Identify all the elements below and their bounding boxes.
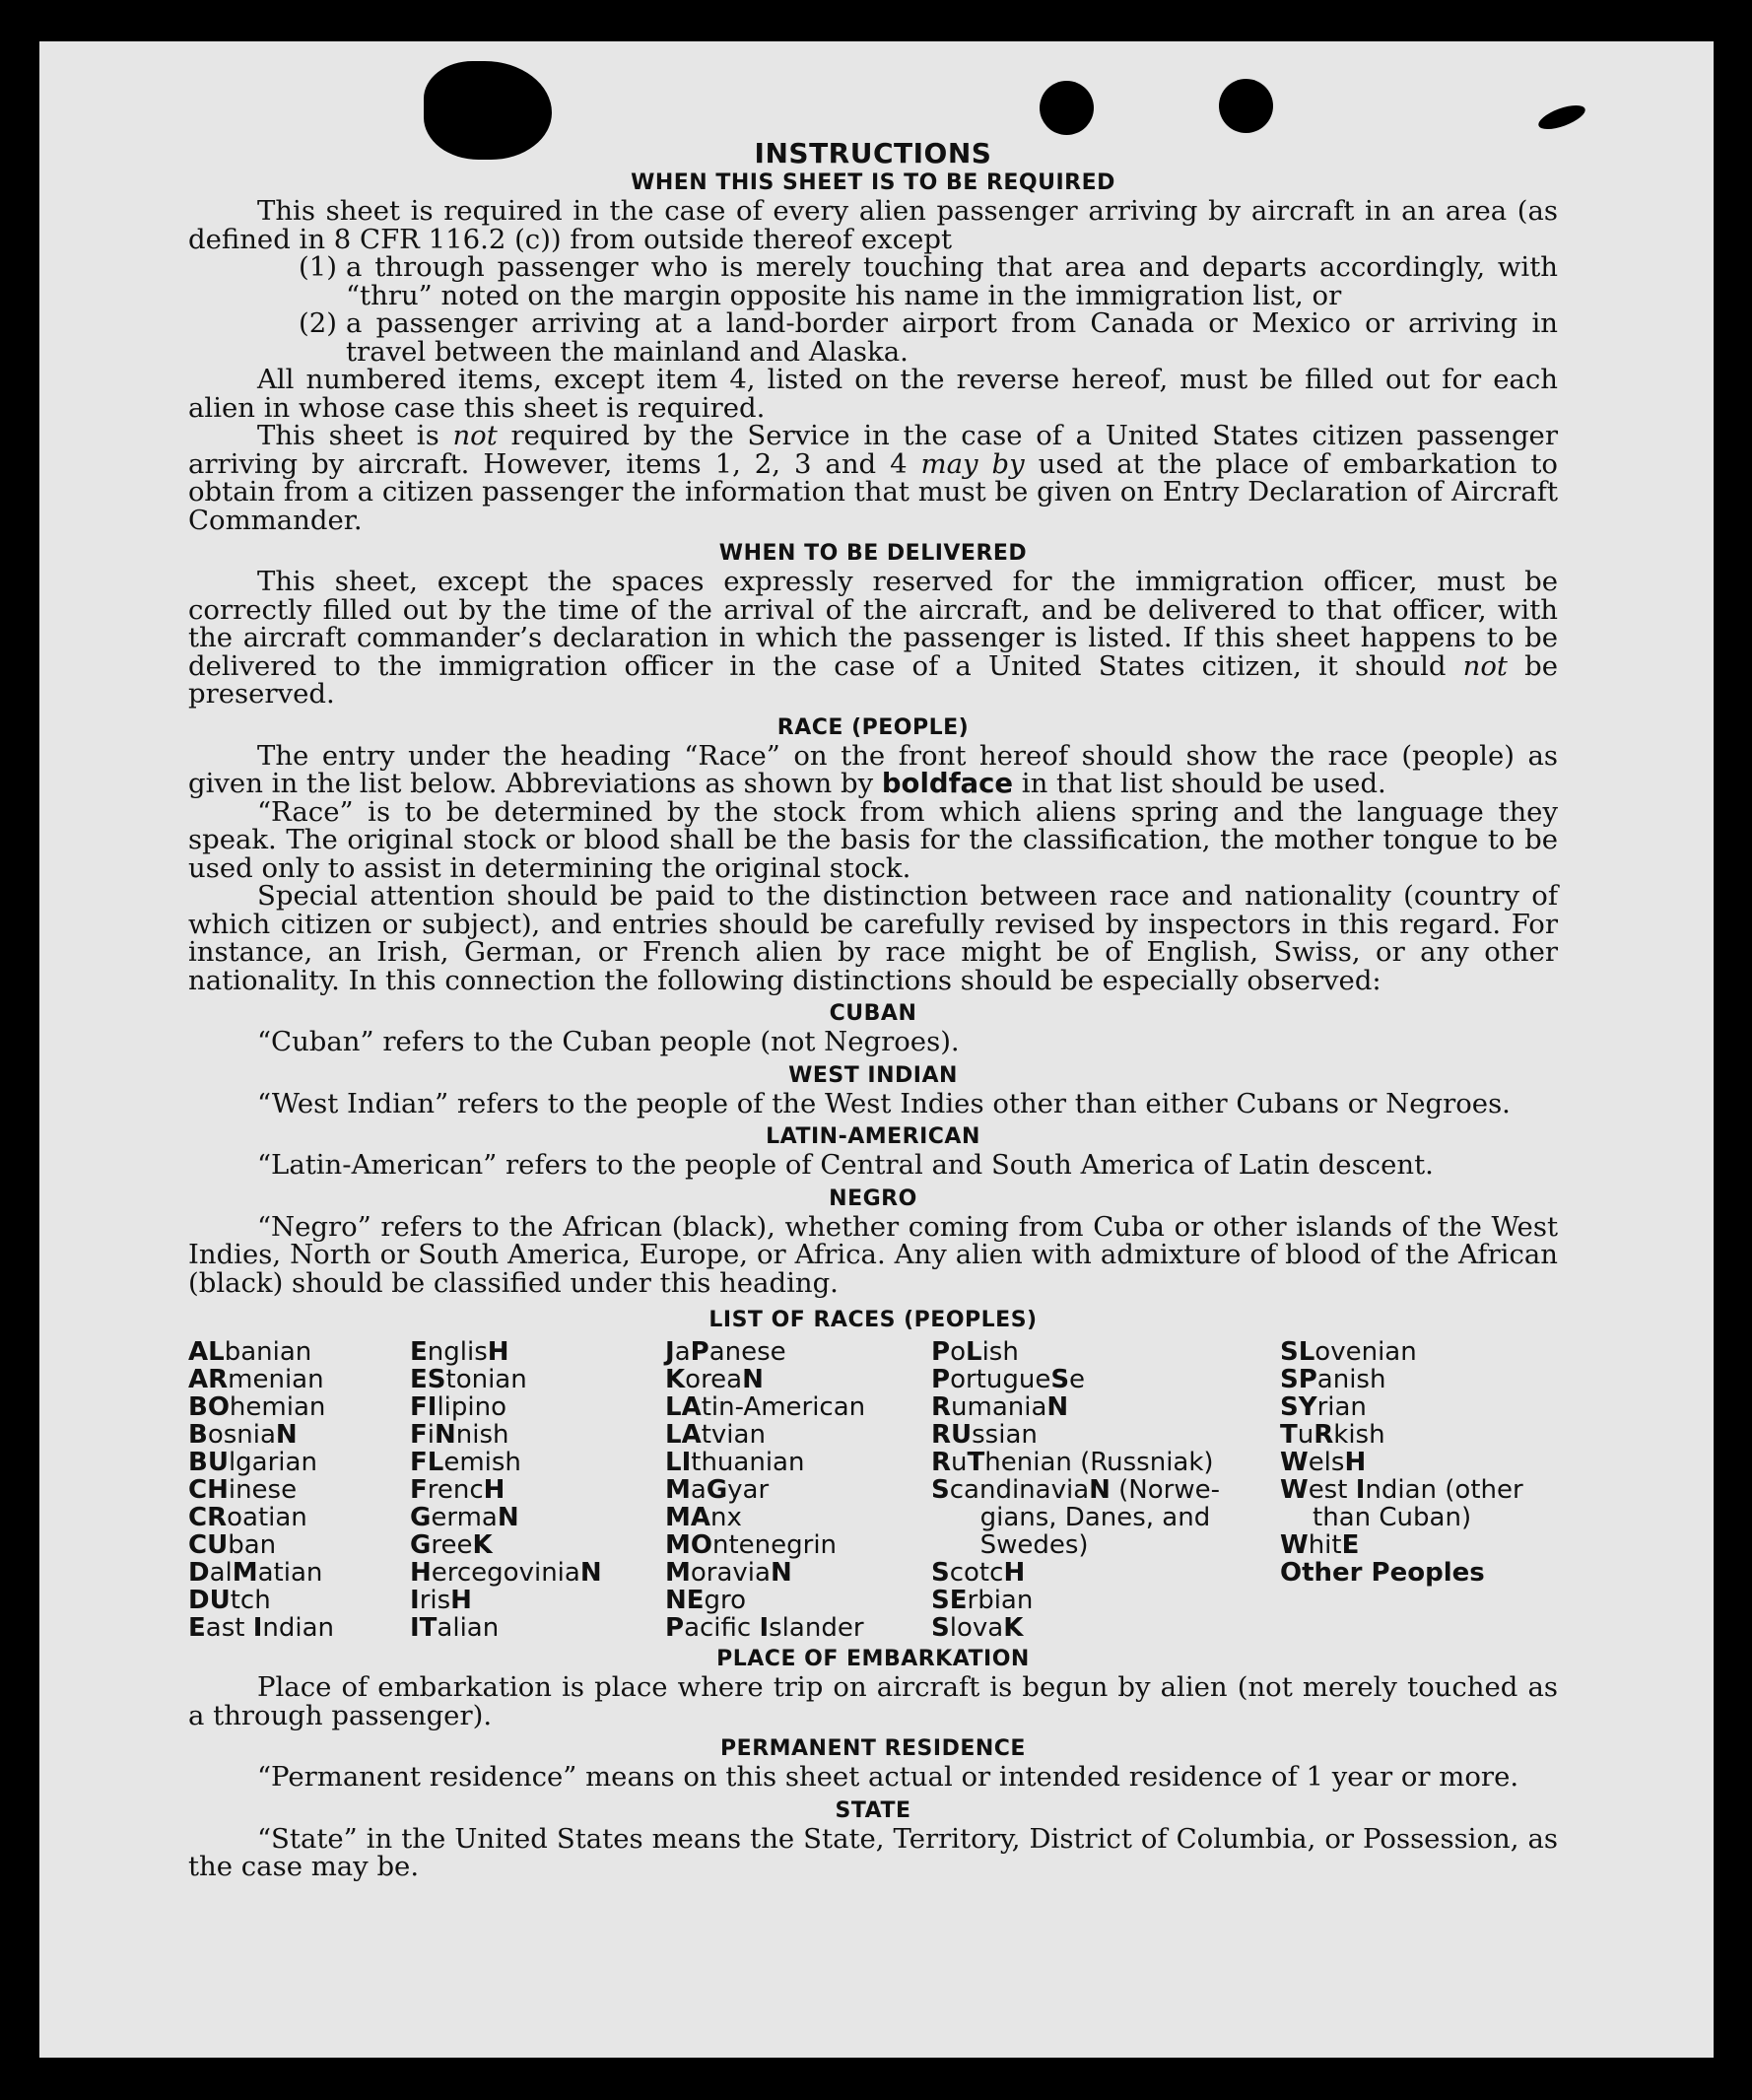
race-name-part: anish — [1316, 1365, 1386, 1394]
race-abbreviation: DU — [188, 1586, 231, 1615]
exception-item — [299, 253, 1558, 309]
race-abbreviation: P — [665, 1613, 685, 1643]
race-abbreviation: N — [770, 1558, 792, 1588]
race-abbreviation: SE — [931, 1586, 968, 1615]
race-name-part: henian (Russniak) — [984, 1448, 1214, 1477]
race-abbreviation: CR — [188, 1503, 228, 1532]
race-name-part: ris — [419, 1586, 451, 1615]
race-name-part: nglis — [427, 1337, 488, 1367]
race-name-part: hit — [1308, 1530, 1342, 1560]
text-run: in that list should be used. — [1021, 768, 1386, 799]
race-abbreviation: AL — [188, 1337, 225, 1367]
race-entry — [665, 1559, 865, 1587]
race-name-part: ndian — [262, 1613, 335, 1643]
race-entry — [665, 1531, 865, 1559]
race-entry — [410, 1421, 602, 1449]
race-abbreviation: N — [275, 1420, 298, 1450]
races-column — [931, 1338, 1237, 1642]
race-abbreviation: K — [1003, 1613, 1024, 1643]
race-abbreviation: I — [1355, 1475, 1366, 1505]
race-name-part: ercegovinia — [431, 1558, 580, 1588]
race-abbreviation: G — [706, 1475, 728, 1505]
race-entry — [931, 1587, 1237, 1614]
race-entry — [931, 1366, 1237, 1393]
race-name-part: rbian — [967, 1586, 1034, 1615]
race-name-part: ntenegrin — [711, 1530, 838, 1560]
heading-latin-american: LATIN-AMERICAN — [766, 1124, 980, 1149]
race-entry — [188, 1504, 334, 1531]
race-abbreviation: LI — [665, 1448, 692, 1477]
race-entry — [1280, 1449, 1558, 1476]
race-name-part: ovenian — [1314, 1337, 1417, 1367]
race-entry — [665, 1449, 865, 1476]
race-name-part: u — [951, 1448, 968, 1477]
race-name-part: cotc — [949, 1558, 1004, 1588]
race-abbreviation: M — [665, 1475, 691, 1505]
race-name-part: menian — [228, 1365, 324, 1394]
race-entry — [410, 1449, 602, 1476]
text-run: used at the place of embarkation to obtain from a citizen passenger the information that must be given on Entry Declaration of Aircraft Commander. — [188, 447, 1558, 536]
race-abbreviation: E — [410, 1337, 428, 1367]
document-page — [39, 41, 1714, 2058]
race-entry — [410, 1531, 602, 1559]
definition-state: “State” in the United States means the State, Territory, District of Columbia, or Possession, as the case may be. — [188, 1822, 1558, 1882]
race-name-part: Swedes) — [931, 1530, 1089, 1560]
race-abbreviation: MO — [665, 1530, 712, 1560]
race-name-part: a — [674, 1337, 691, 1367]
paragraph-numbered-items: All numbered items, except item 4, listed on the reverse hereof, must be filled out for each alien in whose case this sheet is required. — [188, 364, 1558, 424]
race-name-part: rian — [1316, 1392, 1367, 1422]
race-abbreviation: RU — [931, 1420, 973, 1450]
race-abbreviation: S — [1050, 1365, 1070, 1394]
race-name-part: ssian — [972, 1420, 1038, 1450]
race-entry — [931, 1476, 1237, 1504]
race-entry — [665, 1504, 865, 1531]
heading-cuban: CUBAN — [829, 1001, 917, 1026]
race-abbreviation: I — [252, 1613, 263, 1643]
race-name-part: candinavia — [949, 1475, 1090, 1505]
heading-list-of-races: LIST OF RACES (PEOPLES) — [708, 1308, 1038, 1332]
race-abbreviation: J — [665, 1337, 675, 1367]
race-entry — [1280, 1421, 1558, 1449]
race-abbreviation: S — [931, 1613, 950, 1643]
race-name-part: al — [209, 1558, 233, 1588]
text-run: The entry under the heading “Race” on the front hereof should show the race (people) as given in the list below. Abbreviations as shown by — [188, 739, 1558, 799]
heading-place-of-embarkation: PLACE OF EMBARKATION — [716, 1647, 1030, 1671]
race-name-part: u — [1297, 1420, 1314, 1450]
definition-place-of-embarkation: Place of embarkation is place where trip on aircraft is begun by alien (not merely touched as a through passenger). — [188, 1671, 1558, 1731]
races-column — [410, 1338, 602, 1642]
race-entry — [410, 1366, 602, 1393]
text-run: be preserved. — [188, 649, 1559, 710]
race-name-part: yar — [727, 1475, 770, 1505]
race-abbreviation: G — [410, 1503, 432, 1532]
race-abbreviation: H — [1003, 1558, 1026, 1588]
race-abbreviation: D — [188, 1558, 210, 1588]
italic-word: may by — [920, 447, 1025, 480]
race-name-part: tch — [230, 1586, 271, 1615]
race-abbreviation: W — [1280, 1530, 1309, 1560]
race-name-part: i — [427, 1420, 435, 1450]
race-abbreviation: S — [931, 1475, 950, 1505]
race-name-part: inese — [228, 1475, 298, 1505]
race-entry — [1280, 1393, 1558, 1421]
race-name-part: renc — [427, 1475, 484, 1505]
race-entry — [188, 1393, 334, 1421]
race-name-part: ish — [981, 1337, 1019, 1367]
race-entry — [188, 1587, 334, 1614]
race-name-part: tonian — [445, 1365, 527, 1394]
race-name-part: lova — [949, 1613, 1004, 1643]
race-name-part: osnia — [207, 1420, 276, 1450]
race-name-part: ortugue — [950, 1365, 1051, 1394]
race-abbreviation: FI — [410, 1392, 438, 1422]
definition-west-indian: “West Indian” refers to the people of the West Indies other than either Cubans or Negroes. — [257, 1087, 1511, 1119]
race-abbreviation: SL — [1280, 1337, 1315, 1367]
definition-negro: “Negro” refers to the African (black), whether coming from Cuba or other islands of the West Indies, North or South America, Europe, or Africa. Any alien with admixture of blood of the African (black) should be classified under this heading. — [188, 1210, 1558, 1299]
race-name-part: (Norwe- — [1110, 1475, 1220, 1505]
race-entry — [665, 1338, 865, 1366]
race-name-part: gro — [704, 1586, 747, 1615]
race-name-part: o — [950, 1337, 966, 1367]
race-entry — [1280, 1531, 1558, 1559]
race-abbreviation: AR — [188, 1365, 229, 1394]
race-abbreviation: K — [665, 1365, 686, 1394]
race-abbreviation: B — [188, 1420, 208, 1450]
page-title: INSTRUCTIONS — [754, 137, 992, 169]
definition-permanent-residence: “Permanent residence” means on this sheet actual or intended residence of 1 year or more. — [257, 1761, 1519, 1793]
race-abbreviation: H — [410, 1558, 432, 1588]
race-abbreviation: H — [487, 1337, 509, 1367]
race-entry — [931, 1338, 1237, 1366]
text-run: This sheet is — [257, 420, 439, 451]
text-run: required by the Service in the case of a United States citizen passenger arriving by aircraft. However, items 1, 2, 3 and 4 — [188, 420, 1558, 480]
race-entry — [188, 1421, 334, 1449]
paragraph-race-entry — [188, 739, 1558, 799]
race-entry — [410, 1614, 602, 1642]
punch-hole — [1040, 81, 1094, 135]
item-number: (2) — [299, 307, 337, 339]
race-name-part: banian — [224, 1337, 312, 1367]
race-abbreviation: L — [965, 1337, 982, 1367]
race-abbreviation: LA — [665, 1420, 702, 1450]
race-abbreviation: N — [435, 1420, 456, 1450]
race-abbreviation: T — [1280, 1420, 1298, 1450]
item-number: (1) — [299, 251, 337, 283]
definition-latin-american: “Latin-American” refers to the people of Central and South America of Latin descent. — [257, 1149, 1434, 1181]
race-abbreviation: I — [410, 1586, 420, 1615]
race-entry — [188, 1531, 334, 1559]
race-abbreviation: G — [410, 1530, 432, 1560]
race-name-part: atian — [257, 1558, 323, 1588]
race-abbreviation: SY — [1280, 1392, 1317, 1422]
race-name-part: gians, Danes, and — [931, 1503, 1211, 1532]
race-abbreviation: H — [1344, 1448, 1367, 1477]
race-entry — [188, 1614, 334, 1642]
race-name-part: oravia — [690, 1558, 771, 1588]
race-abbreviation: W — [1280, 1475, 1309, 1505]
bold-word: boldface — [881, 768, 1014, 799]
race-entry — [410, 1338, 602, 1366]
race-abbreviation: ES — [410, 1365, 446, 1394]
race-name-part: thuanian — [691, 1448, 805, 1477]
race-abbreviation: N — [497, 1503, 519, 1532]
race-abbreviation: BU — [188, 1448, 229, 1477]
race-name-part: slander — [769, 1613, 864, 1643]
race-name-part: ndian (other — [1365, 1475, 1523, 1505]
race-abbreviation: CU — [188, 1530, 229, 1560]
race-abbreviation: N — [742, 1365, 764, 1394]
race-entry — [931, 1531, 1237, 1559]
paragraph-delivered — [188, 568, 1558, 709]
race-abbreviation: T — [967, 1448, 985, 1477]
races-list — [188, 1337, 1558, 1643]
exceptions-list — [299, 253, 1558, 366]
ink-smudge — [1535, 101, 1587, 134]
race-entry — [665, 1587, 865, 1614]
race-entry — [188, 1449, 334, 1476]
italic-word: not — [452, 420, 498, 451]
instructions-content — [188, 138, 1558, 1881]
text-run: This sheet, except the spaces expressly reserved for the immigration officer, must be correctly filled out by the time of the arrival of the aircraft, and be delivered to that officer, with the aircraft commander’s declaration in which the passenger is listed. If this sheet happens to be delivered to the immigration officer in the case of a United States citizen, it should — [188, 566, 1558, 682]
race-abbreviation: W — [1280, 1448, 1309, 1477]
race-entry — [665, 1614, 865, 1642]
heading-negro: NEGRO — [829, 1185, 917, 1211]
race-entry — [1280, 1504, 1558, 1531]
race-entry — [188, 1366, 334, 1393]
heading-when-required: WHEN THIS SHEET IS TO BE REQUIRED — [631, 170, 1115, 195]
races-column — [665, 1338, 865, 1642]
heading-west-indian: WEST INDIAN — [788, 1062, 958, 1088]
race-abbreviation: H — [450, 1586, 472, 1615]
paragraph-race-determination: “Race” is to be determined by the stock from which aliens spring and the language they speak. The original stock or blood shall be the basis for the classification, the mother tongue to be used only to assist in determining the original stock. — [188, 795, 1558, 884]
race-name-part: hemian — [229, 1392, 326, 1422]
race-abbreviation: F — [410, 1420, 428, 1450]
race-abbreviation: BO — [188, 1392, 230, 1422]
race-entry — [665, 1393, 865, 1421]
race-abbreviation: IT — [410, 1613, 438, 1643]
race-name-part: alian — [437, 1613, 500, 1643]
race-entry — [410, 1393, 602, 1421]
races-column — [1280, 1338, 1558, 1587]
race-entry — [188, 1338, 334, 1366]
race-abbreviation: NE — [665, 1586, 705, 1615]
race-abbreviation: F — [410, 1475, 428, 1505]
race-name-part: erma — [431, 1503, 498, 1532]
race-abbreviation: M — [665, 1558, 691, 1588]
race-entry — [931, 1559, 1237, 1587]
paragraph-required: This sheet is required in the case of every alien passenger arriving by aircraft in an area (as defined in 8 CFR 116.2 (c)) from outside thereof except — [188, 195, 1558, 255]
exception-item — [299, 309, 1558, 366]
race-abbreviation: P — [931, 1337, 951, 1367]
race-entry — [931, 1393, 1237, 1421]
race-entry — [410, 1587, 602, 1614]
race-abbreviation: P — [690, 1337, 709, 1367]
race-abbreviation: SP — [1280, 1365, 1317, 1394]
heading-when-delivered: WHEN TO BE DELIVERED — [718, 541, 1028, 566]
race-name-part: els — [1308, 1448, 1345, 1477]
race-abbreviation: N — [1089, 1475, 1111, 1505]
race-entry — [665, 1421, 865, 1449]
race-abbreviation: Other Peoples — [1280, 1558, 1485, 1588]
race-abbreviation: S — [931, 1558, 950, 1588]
race-entry — [1280, 1338, 1558, 1366]
race-entry — [1280, 1559, 1558, 1587]
race-entry — [410, 1476, 602, 1504]
race-entry — [931, 1421, 1237, 1449]
race-abbreviation: R — [931, 1448, 952, 1477]
race-abbreviation: M — [232, 1558, 258, 1588]
race-entry — [410, 1559, 602, 1587]
race-name-part: est — [1308, 1475, 1356, 1505]
race-name-part: ree — [431, 1530, 473, 1560]
race-abbreviation: N — [579, 1558, 602, 1588]
race-name-part: oatian — [227, 1503, 307, 1532]
race-abbreviation: FL — [410, 1448, 444, 1477]
race-entry — [931, 1504, 1237, 1531]
race-abbreviation: H — [483, 1475, 505, 1505]
race-abbreviation: E — [1341, 1530, 1360, 1560]
race-entry — [1280, 1476, 1558, 1504]
race-name-part: ban — [228, 1530, 277, 1560]
race-name-part: lipino — [437, 1392, 506, 1422]
race-abbreviation: MA — [665, 1503, 710, 1532]
race-abbreviation: R — [1314, 1420, 1334, 1450]
paragraph-race-nationality: Special attention should be paid to the distinction between race and nationality (country of which citizen or subject), and entries should be carefully revised by inspectors in this regard. For instance, an Irish, German, or French alien by race might be of English, Swiss, or any other nationality. In this connection the following distinctions should be especially observed: — [188, 880, 1558, 996]
race-name-part: ast — [205, 1613, 253, 1643]
heading-state: STATE — [835, 1797, 911, 1823]
races-column — [188, 1338, 334, 1642]
race-abbreviation: P — [931, 1365, 951, 1394]
race-abbreviation: E — [188, 1613, 206, 1643]
race-name-part: kish — [1333, 1420, 1385, 1450]
race-entry — [931, 1449, 1237, 1476]
item-text: a through passenger who is merely touching that area and departs accordingly, with “thru” noted on the margin opposite his name in the immigration list, or — [346, 251, 1558, 311]
race-name-part: a — [690, 1475, 707, 1505]
race-abbreviation: R — [931, 1392, 952, 1422]
race-entry — [931, 1614, 1237, 1642]
heading-permanent-residence: PERMANENT RESIDENCE — [720, 1736, 1026, 1761]
race-name-part: tin-American — [701, 1392, 866, 1422]
race-name-part: lgarian — [228, 1448, 317, 1477]
race-entry — [410, 1504, 602, 1531]
race-entry — [665, 1366, 865, 1393]
race-name-part: tvian — [701, 1420, 766, 1450]
race-abbreviation: CH — [188, 1475, 229, 1505]
race-name-part: nx — [710, 1503, 742, 1532]
race-entry — [665, 1476, 865, 1504]
item-text: a passenger arriving at a land-border airport from Canada or Mexico or arriving in travel between the mainland and Alaska. — [346, 307, 1558, 368]
race-entry — [188, 1559, 334, 1587]
race-name-part: orea — [685, 1365, 743, 1394]
race-name-part: umania — [951, 1392, 1047, 1422]
race-name-part: acific — [684, 1613, 760, 1643]
race-name-part: emish — [443, 1448, 521, 1477]
race-entry — [188, 1476, 334, 1504]
race-name-part: than Cuban) — [1280, 1503, 1472, 1532]
race-abbreviation: I — [759, 1613, 770, 1643]
race-abbreviation: N — [1046, 1392, 1069, 1422]
race-name-part: anese — [708, 1337, 786, 1367]
race-entry — [1280, 1366, 1558, 1393]
race-abbreviation: K — [472, 1530, 493, 1560]
race-name-part: nish — [455, 1420, 509, 1450]
punch-hole — [1219, 79, 1273, 133]
italic-word: not — [1462, 649, 1508, 682]
definition-cuban: “Cuban” refers to the Cuban people (not Negroes). — [257, 1026, 960, 1057]
heading-race: RACE (PEOPLE) — [776, 714, 970, 740]
race-name-part: e — [1069, 1365, 1086, 1394]
paragraph-citizen — [188, 422, 1558, 534]
race-abbreviation: LA — [665, 1392, 702, 1422]
